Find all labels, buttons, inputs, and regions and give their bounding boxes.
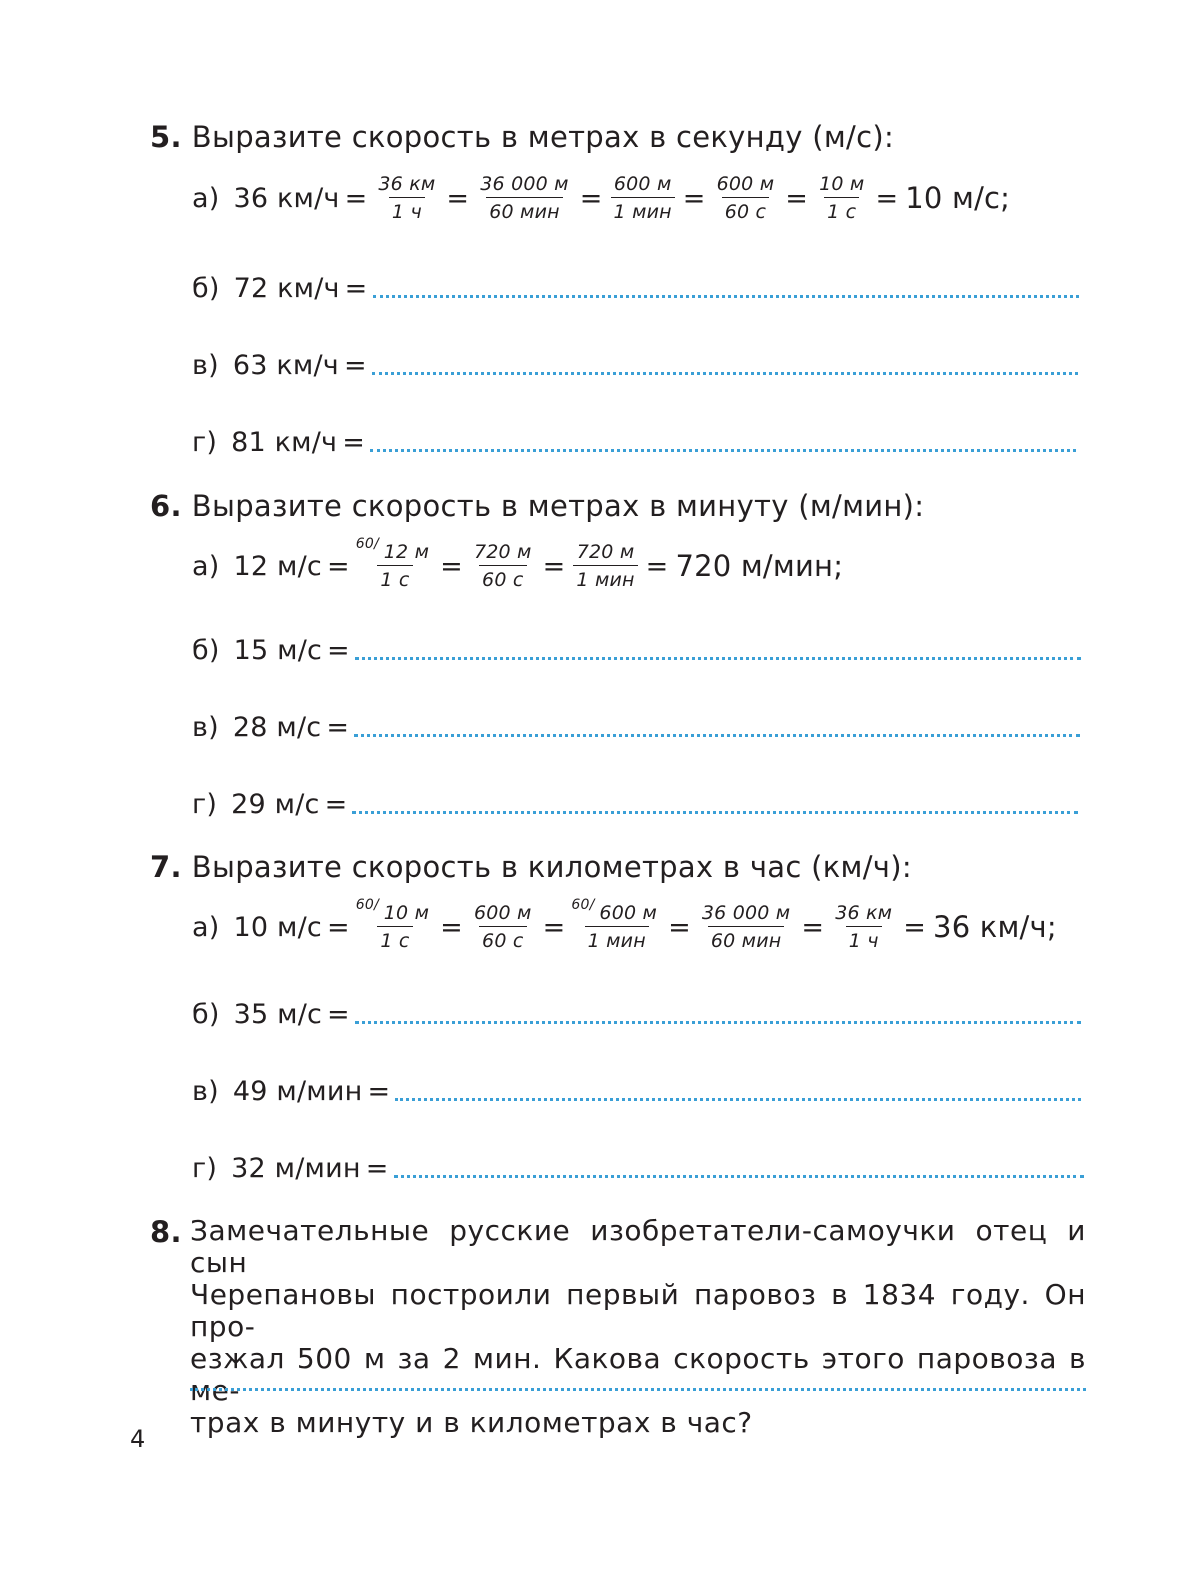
fraction-multiplier: 60/ <box>355 896 379 913</box>
fraction-denominator: 1 мин <box>573 565 637 590</box>
item-expression: 81 км/ч <box>231 426 338 458</box>
task-8-number: 8. <box>150 1215 182 1249</box>
task-6-number: 6. <box>150 489 182 523</box>
equals-sign: = <box>440 911 463 943</box>
item-expression: 72 км/ч <box>233 272 340 304</box>
fraction <box>571 896 660 952</box>
answer-input-line[interactable] <box>395 1098 1081 1101</box>
task-8-line: трах в минуту и в километрах в час? <box>190 1406 753 1439</box>
equals-sign: = <box>324 788 348 820</box>
fraction-denominator: 1 с <box>824 197 859 222</box>
equals-sign: = <box>365 1152 389 1184</box>
fraction <box>355 896 432 952</box>
equals-sign: = <box>785 182 809 214</box>
item-label: г) <box>192 426 218 458</box>
item-expression: 29 м/с <box>231 788 320 820</box>
equals-sign: = <box>542 911 566 943</box>
handwritten-answer: 720 м/мин; <box>675 549 844 583</box>
handwritten-answer: 10 м/с; <box>905 181 1011 215</box>
answer-input-line[interactable] <box>370 449 1076 452</box>
item-expression: 15 м/с <box>233 634 323 666</box>
equals-sign: = <box>344 182 368 214</box>
task-6-heading <box>150 489 924 523</box>
item-label: б) <box>192 272 220 304</box>
task-7-number: 7. <box>150 850 182 884</box>
item-expression: 35 м/с <box>233 998 323 1030</box>
fraction-numerator: 36 км <box>835 901 893 924</box>
fraction-denominator: 1 с <box>377 565 412 590</box>
fraction-numerator: 600 м <box>716 172 775 195</box>
answer-input-line[interactable] <box>352 811 1078 814</box>
fraction-denominator: 60 мин <box>708 926 785 951</box>
answer-input-line[interactable] <box>373 295 1079 298</box>
fraction-numerator: 36 000 м <box>701 901 791 924</box>
fraction-denominator: 60 мин <box>486 197 563 222</box>
item-expression: 28 м/с <box>232 711 322 743</box>
fraction-numerator: 600 м <box>613 172 672 195</box>
fraction <box>816 172 867 223</box>
equals-sign: = <box>579 182 603 214</box>
item-label: б) <box>192 634 220 666</box>
item-expression: 49 м/мин <box>232 1075 363 1107</box>
task-5v-row <box>192 347 1078 383</box>
task-8-answer-line[interactable] <box>190 1388 1086 1391</box>
task-6g-row <box>192 786 1078 822</box>
fraction <box>714 172 778 223</box>
equals-sign: = <box>682 182 706 214</box>
item-label: в) <box>192 349 219 381</box>
task-8-line: Черепановы построили первый паровоз в 1834 году. Он про- <box>190 1278 1086 1343</box>
fraction-denominator: 1 с <box>377 926 412 951</box>
task-5g-row <box>192 424 1076 460</box>
answer-input-line[interactable] <box>372 372 1078 375</box>
equals-sign: = <box>343 349 367 381</box>
equals-sign: = <box>326 911 350 943</box>
task-8-line: Замечательные русские изобретатели-самоучки отец и сын <box>190 1214 1086 1279</box>
page-number: 4 <box>130 1425 146 1453</box>
fraction-numerator: 10 м <box>383 901 430 924</box>
item-label: а) <box>192 550 220 582</box>
fraction-numerator: 10 м <box>819 172 865 195</box>
fraction-denominator: 60 с <box>479 565 526 590</box>
task-7-heading <box>150 850 912 884</box>
item-label: а) <box>192 182 220 214</box>
answer-input-line[interactable] <box>394 1175 1084 1178</box>
fraction-denominator: 1 ч <box>389 197 425 222</box>
fraction <box>471 901 535 952</box>
task-8-text <box>190 1215 1086 1439</box>
fraction <box>471 540 535 591</box>
fraction <box>355 535 432 591</box>
item-expression: 10 м/с <box>233 911 322 943</box>
equals-sign: = <box>326 550 350 582</box>
task-7-title: Выразите скорость в километрах в час (км/ч): <box>191 850 912 884</box>
fraction-numerator: 36 000 м <box>480 172 569 195</box>
item-expression: 36 км/ч <box>233 182 340 214</box>
fraction-multiplier: 60/ <box>571 896 595 913</box>
answer-input-line[interactable] <box>355 1021 1081 1024</box>
fraction-denominator: 1 мин <box>611 197 675 222</box>
item-label: г) <box>192 788 218 820</box>
task-5b-row <box>192 270 1079 306</box>
fraction-denominator: 1 мин <box>585 926 649 951</box>
task-7a-example <box>192 896 1057 953</box>
equals-sign: = <box>875 182 899 214</box>
item-label: б) <box>192 998 220 1030</box>
fraction-numerator: 600 м <box>473 901 532 924</box>
equals-sign: = <box>446 182 470 214</box>
item-label: а) <box>192 911 220 943</box>
item-expression: 12 м/с <box>233 550 322 582</box>
equals-sign: = <box>344 272 368 304</box>
equals-sign: = <box>801 911 825 943</box>
equals-sign: = <box>668 911 691 943</box>
task-7b-row <box>192 996 1081 1032</box>
task-6b-row <box>192 632 1081 668</box>
task-6a-example <box>192 535 844 592</box>
equals-sign: = <box>326 711 350 743</box>
item-label: в) <box>192 1075 219 1107</box>
fraction-numerator: 12 м <box>383 540 430 563</box>
fraction <box>477 172 571 223</box>
equals-sign: = <box>367 1075 391 1107</box>
task-5-heading <box>150 120 894 154</box>
fraction-denominator: 1 ч <box>846 926 882 951</box>
fraction-numerator: 720 м <box>473 540 532 563</box>
task-8-line: езжал 500 м за 2 мин. Какова скорость этого паровоза в ме- <box>190 1342 1086 1407</box>
task-7v-row <box>192 1073 1081 1109</box>
fraction-denominator: 60 с <box>722 197 769 222</box>
fraction <box>375 172 438 223</box>
item-label: в) <box>192 711 219 743</box>
equals-sign: = <box>645 550 669 582</box>
fraction-numerator: 720 м <box>576 540 635 563</box>
handwritten-answer: 36 км/ч; <box>933 910 1057 944</box>
fraction-numerator: 36 км <box>378 172 436 195</box>
equals-sign: = <box>327 998 350 1030</box>
task-6-title: Выразите скорость в метрах в минуту (м/мин): <box>191 489 925 523</box>
fraction-numerator: 600 м <box>599 901 658 924</box>
equals-sign: = <box>903 911 927 943</box>
fraction <box>699 901 793 952</box>
task-5-title: Выразите скорость в метрах в секунду (м/с): <box>191 120 895 154</box>
fraction-multiplier: 60/ <box>355 535 379 552</box>
fraction <box>611 172 675 223</box>
item-expression: 63 км/ч <box>232 349 339 381</box>
fraction-denominator: 60 с <box>479 926 526 951</box>
item-expression: 32 м/мин <box>231 1152 361 1184</box>
task-8-number-wrap <box>150 1215 192 1249</box>
item-label: г) <box>192 1152 218 1184</box>
task-5-number: 5. <box>150 120 182 154</box>
answer-input-line[interactable] <box>354 734 1080 737</box>
answer-input-line[interactable] <box>355 657 1081 660</box>
task-5a-example <box>192 172 1010 224</box>
fraction <box>832 901 895 952</box>
equals-sign: = <box>327 634 350 666</box>
equals-sign: = <box>342 426 366 458</box>
task-7g-row <box>192 1150 1084 1186</box>
task-6v-row <box>192 709 1080 745</box>
equals-sign: = <box>542 550 566 582</box>
fraction <box>573 540 637 591</box>
equals-sign: = <box>440 550 463 582</box>
